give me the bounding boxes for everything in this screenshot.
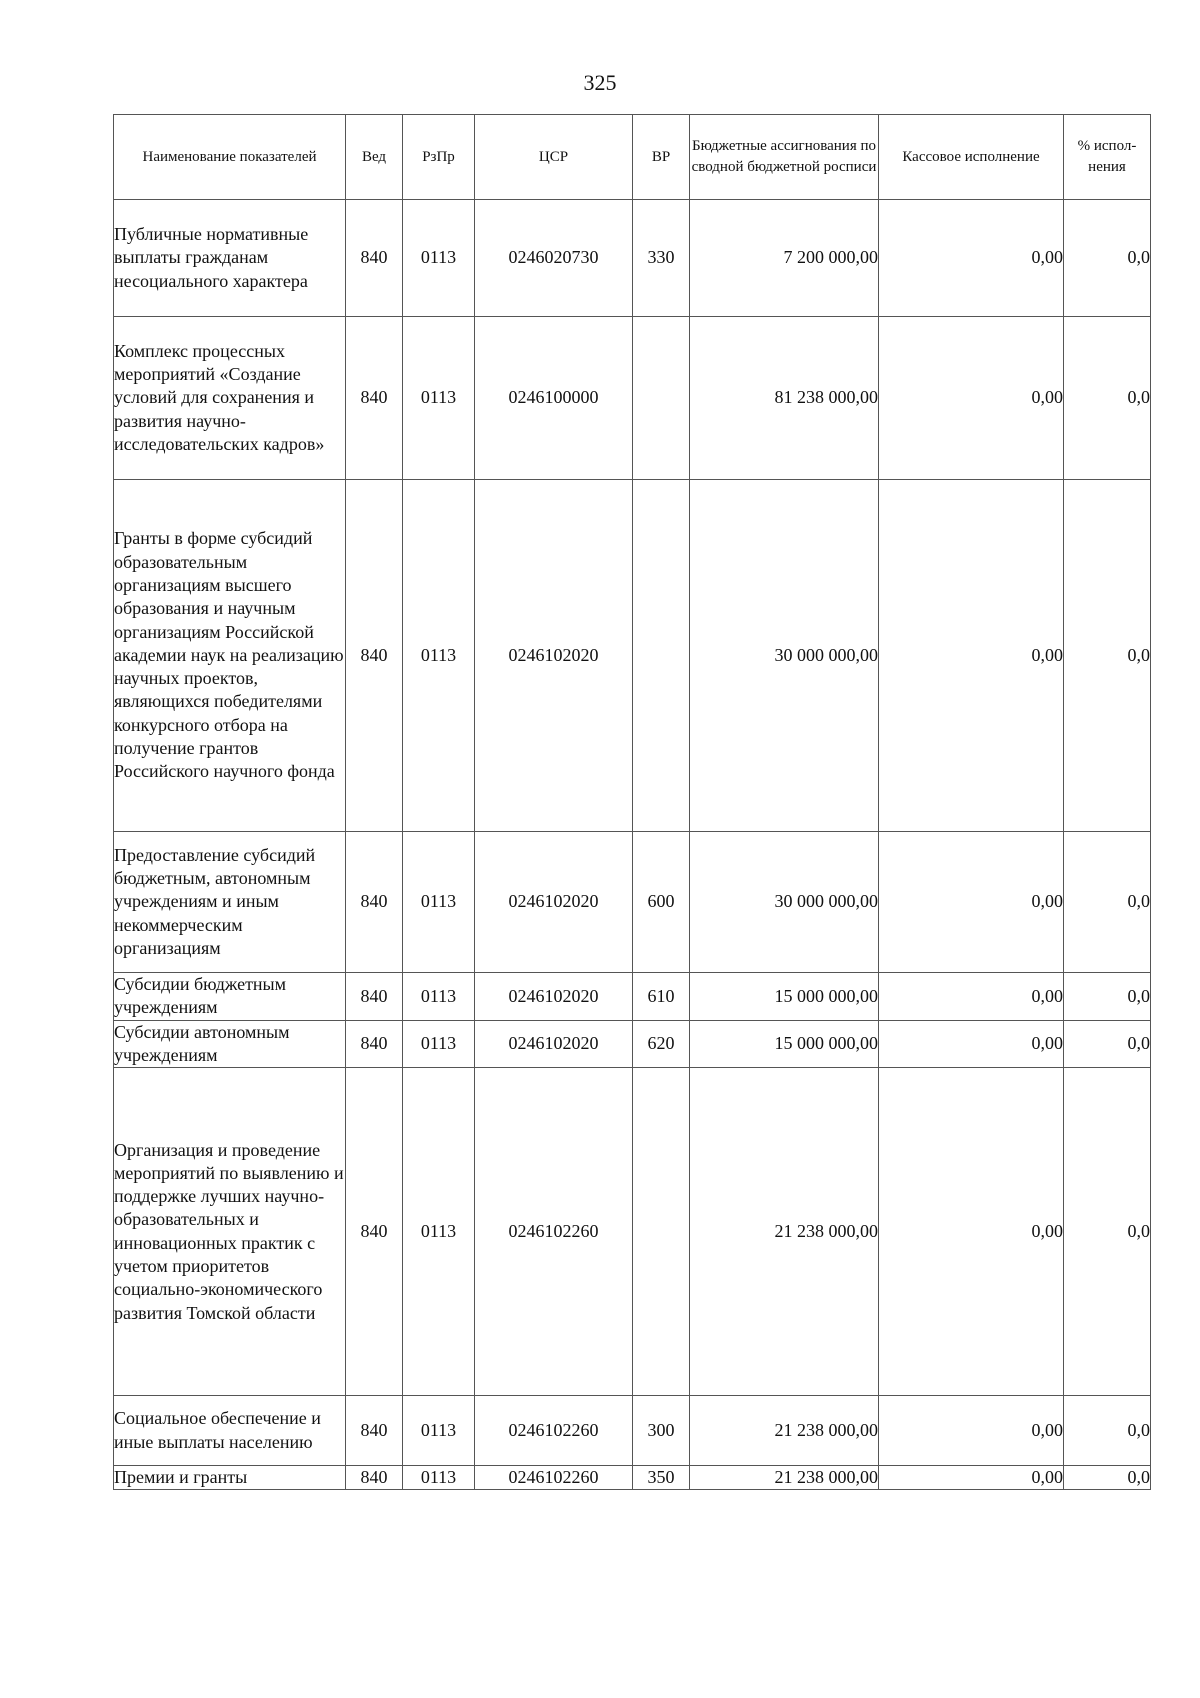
row-csr: 0246102020 [475, 1020, 633, 1068]
header-row [114, 115, 1151, 200]
row-percent: 0,0 [1064, 480, 1151, 832]
row-csr: 0246102260 [475, 1068, 633, 1396]
row-rzpr: 0113 [403, 1068, 475, 1396]
row-vr [633, 480, 690, 832]
header-vr: ВР [633, 115, 690, 200]
row-budget: 21 238 000,00 [690, 1396, 879, 1466]
row-budget: 15 000 000,00 [690, 1020, 879, 1068]
row-cash: 0,00 [879, 480, 1064, 832]
row-ved: 840 [346, 973, 403, 1021]
row-rzpr: 0113 [403, 317, 475, 480]
row-vr [633, 317, 690, 480]
row-csr: 0246102020 [475, 832, 633, 973]
row-csr: 0246100000 [475, 317, 633, 480]
row-vr [633, 1068, 690, 1396]
row-cash: 0,00 [879, 973, 1064, 1021]
header-rzpr: РзПр [403, 115, 475, 200]
row-percent: 0,0 [1064, 832, 1151, 973]
table-row [114, 317, 1151, 480]
row-ved: 840 [346, 1020, 403, 1068]
row-name: Премии и гранты [114, 1466, 346, 1490]
row-vr: 300 [633, 1396, 690, 1466]
row-csr: 0246020730 [475, 200, 633, 317]
row-cash: 0,00 [879, 1396, 1064, 1466]
row-percent: 0,0 [1064, 1396, 1151, 1466]
row-percent: 0,0 [1064, 1466, 1151, 1490]
row-ved: 840 [346, 832, 403, 973]
row-ved: 840 [346, 480, 403, 832]
table-row [114, 1068, 1151, 1396]
row-ved: 840 [346, 1396, 403, 1466]
row-budget: 7 200 000,00 [690, 200, 879, 317]
table-row [114, 832, 1151, 973]
row-name: Предоставление субсидий бюджетным, автономным учреждениям и иным некоммерческим организациям [114, 832, 346, 973]
row-rzpr: 0113 [403, 1396, 475, 1466]
page-number: 325 [583, 70, 617, 95]
row-csr: 0246102020 [475, 480, 633, 832]
row-rzpr: 0113 [403, 480, 475, 832]
row-percent: 0,0 [1064, 1068, 1151, 1396]
row-name: Субсидии бюджетным учреждениям [114, 973, 346, 1021]
row-cash: 0,00 [879, 200, 1064, 317]
row-rzpr: 0113 [403, 1466, 475, 1490]
row-rzpr: 0113 [403, 200, 475, 317]
row-percent: 0,0 [1064, 200, 1151, 317]
row-ved: 840 [346, 317, 403, 480]
row-budget: 30 000 000,00 [690, 832, 879, 973]
row-cash: 0,00 [879, 832, 1064, 973]
row-name: Комплекс процессных мероприятий «Создание условий для сохранения и развития научно-исследовательских кадров» [114, 317, 346, 480]
row-name: Субсидии автономным учреждениям [114, 1020, 346, 1068]
row-percent: 0,0 [1064, 973, 1151, 1021]
row-name: Социальное обеспечение и иные выплаты населению [114, 1396, 346, 1466]
header-percent: % испол-нения [1064, 115, 1151, 200]
row-ved: 840 [346, 1068, 403, 1396]
row-vr: 610 [633, 973, 690, 1021]
header-budget: Бюджетные ассигнования по сводной бюджетной росписи [690, 115, 879, 200]
row-csr: 0246102020 [475, 973, 633, 1021]
row-name: Организация и проведение мероприятий по выявлению и поддержке лучших научно-образовательных и инновационных практик с учетом приоритетов социально-экономического развития Томской области [114, 1068, 346, 1396]
table-row [114, 1020, 1151, 1068]
row-vr: 620 [633, 1020, 690, 1068]
row-rzpr: 0113 [403, 1020, 475, 1068]
row-vr: 330 [633, 200, 690, 317]
row-vr: 600 [633, 832, 690, 973]
row-budget: 21 238 000,00 [690, 1068, 879, 1396]
header-csr: ЦСР [475, 115, 633, 200]
row-budget: 30 000 000,00 [690, 480, 879, 832]
table-row [114, 973, 1151, 1021]
row-rzpr: 0113 [403, 973, 475, 1021]
header-ved: Вед [346, 115, 403, 200]
table-row [114, 1466, 1151, 1490]
row-cash: 0,00 [879, 1068, 1064, 1396]
row-percent: 0,0 [1064, 1020, 1151, 1068]
row-rzpr: 0113 [403, 832, 475, 973]
row-cash: 0,00 [879, 317, 1064, 480]
table-row [114, 1396, 1151, 1466]
row-csr: 0246102260 [475, 1396, 633, 1466]
row-name: Гранты в форме субсидий образовательным организациям высшего образования и научным организациям Российской академии наук на реализацию научных проектов, являющихся победителями конкурсного отбора на получение грантов Российского научного фонда [114, 480, 346, 832]
header-cash: Кассовое исполнение [879, 115, 1064, 200]
row-name: Публичные нормативные выплаты гражданам несоциального характера [114, 200, 346, 317]
header-name: Наименование показателей [114, 115, 346, 200]
row-budget: 81 238 000,00 [690, 317, 879, 480]
row-cash: 0,00 [879, 1466, 1064, 1490]
row-cash: 0,00 [879, 1020, 1064, 1068]
table-row [114, 480, 1151, 832]
table-row [114, 200, 1151, 317]
row-csr: 0246102260 [475, 1466, 633, 1490]
row-ved: 840 [346, 200, 403, 317]
budget-table [113, 114, 1151, 1490]
row-vr: 350 [633, 1466, 690, 1490]
row-percent: 0,0 [1064, 317, 1151, 480]
row-ved: 840 [346, 1466, 403, 1490]
row-budget: 15 000 000,00 [690, 973, 879, 1021]
row-budget: 21 238 000,00 [690, 1466, 879, 1490]
